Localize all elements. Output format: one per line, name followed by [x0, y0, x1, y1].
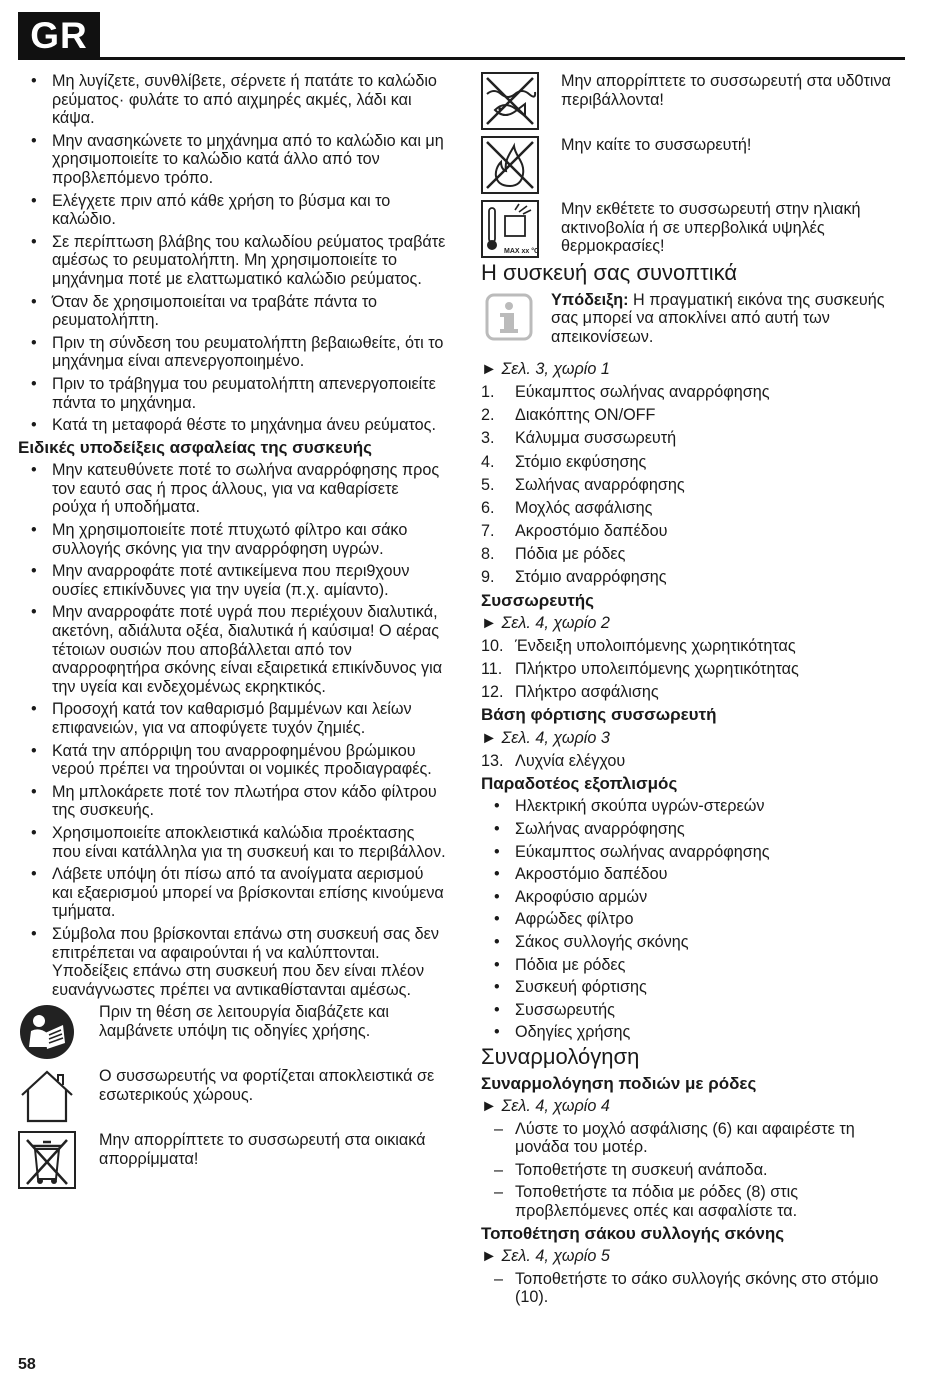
symbol-row: [481, 72, 911, 130]
header-rule: [100, 57, 905, 60]
list-item: • Μην κατευθύνετε ποτέ το σωλήνα αναρρόφησης προς τον εαυτό σας ή προς άλλους, για να καθαρίσετε ρούχα ή υποδήματα.: [18, 461, 446, 517]
list-item: • Συσκευή φόρτισης: [481, 978, 911, 997]
arrow-right-icon: ►: [481, 729, 498, 747]
symbol-text: Μην απορρίπτετε το συσσωρευτή στα υδ0τινα περιβάλλοντα!: [561, 72, 891, 109]
symbol-row: [18, 1131, 446, 1189]
note-text: [551, 291, 911, 347]
house-indoor-icon: [18, 1067, 76, 1125]
list-item: 4. Στόμιο εκφύσησης: [481, 452, 647, 471]
note-body: Η πραγματική εικόνα της συσκευής σας μπορεί να αποκλίνει από αυτή των απεικονίσεων.: [551, 290, 885, 346]
specific-safety-heading: Ειδικές υποδείξεις ασφαλείας της συσκευής: [18, 437, 372, 457]
symbol-text: Μην απορρίπτετε το συσσωρευτή στα οικιακά απορρίμματα!: [99, 1131, 426, 1168]
list-item: • Σύμβολα που βρίσκονται επάνω στη συσκευή σας δεν επιτρέπεται να αφαιρούνται ή να καλύπτονται. Υποδείξεις επάνω στη συσκευή που δεν είναι πλέον ευανάγνωστες πρέπει να αντικαθίστανται αμέσως.: [18, 925, 446, 999]
list-item: • Σάκος συλλογής σκόνης: [481, 933, 911, 952]
no-water-icon: [481, 72, 539, 130]
list-item: • Οδηγίες χρήσης: [481, 1023, 911, 1042]
list-item: • Συσσωρευτής: [481, 1001, 911, 1020]
arrow-right-icon: ►: [481, 614, 498, 633]
list-item: – Τοποθετήστε τα πόδια με ρόδες (8) στις προβλεπόμενες οπές και ασφαλίστε τα.: [481, 1183, 911, 1220]
list-item: • Αφρώδες φίλτρο: [481, 910, 911, 929]
info-icon: [485, 293, 533, 341]
list-item: • Ακροστόμιο δαπέδου: [481, 865, 911, 884]
list-item: • Πριν το τράβηγμα του ρευματολήπτη απενεργοποιείτε πάντα το μηχάνημα.: [18, 375, 446, 412]
symbol-text: Ο συσσωρευτής να φορτίζεται αποκλειστικά σε εσωτερικούς χώρους.: [99, 1067, 435, 1104]
list-item: 9. Στόμιο αναρρόφησης: [481, 568, 667, 587]
max-temperature-icon: [481, 200, 539, 258]
list-item: • Λάβετε υπόψη ότι πίσω από τα ανοίγματα αερισμού και εξαερισμού μπορεί να βρίσκονται επίσης κινούμενα τμήματα.: [18, 865, 446, 921]
device-safety-list: [18, 461, 446, 999]
assembly-title: Συναρμολόγηση: [481, 1043, 640, 1069]
list-item: – Τοποθετήστε το σάκο συλλογής σκόνης στο στόμιο (10).: [481, 1270, 911, 1307]
list-item: 8. Πόδια με ρόδες: [481, 545, 626, 564]
wheels-steps: [481, 1120, 911, 1221]
list-item: 6. Μοχλός ασφάλισης: [481, 498, 653, 517]
list-item: • Σωλήνας αναρρόφησης: [481, 820, 911, 839]
battery-parts-list: [481, 637, 911, 702]
list-item: – Τοποθετήστε τη συσκευή ανάποδα.: [481, 1161, 911, 1180]
right-symbols: [481, 72, 911, 258]
delivery-heading: Παραδοτέος εξοπλισμός: [481, 773, 678, 793]
list-item: • Μη λυγίζετε, συνθλίβετε, σέρνετε ή πατάτε το καλώδιο ρεύματος· φυλάτε το από αιχμηρές ακμές, λάδι και κάψα.: [18, 72, 446, 128]
list-item: 11. Πλήκτρο υπολειπόμενης χωρητικότητας: [481, 660, 799, 679]
parts-list: [481, 383, 911, 587]
symbol-row: [18, 1003, 446, 1061]
arrow-right-icon: ►: [481, 360, 498, 379]
list-item: 3. Κάλυμμα συσσωρευτή: [481, 429, 677, 448]
list-item: 5. Σωλήνας αναρρόφησης: [481, 475, 685, 494]
bag-steps: [481, 1270, 911, 1307]
figure-reference: ► Σελ. 4, χωρίο 2: [481, 614, 610, 633]
list-item: 2. Διακόπτης ON/OFF: [481, 406, 656, 425]
note-box: [481, 291, 911, 347]
overview-title: Η συσκευή σας συνοπτικά: [481, 260, 738, 285]
list-item: • Μην αναρροφάτε ποτέ υγρά που περιέχουν διαλυτικά, ακετόνη, αδιάλυτα οξέα, διαλυτικά ή καύσιμα! Ο αέρας τέτοιων ουσιών που αποβάλλεται από τον αναρροφητήρα σκόνης είναι εξαιρετικά επικίνδυνος για την υγεία και ενδεχομένως εκρηκτικός.: [18, 603, 446, 696]
arrow-right-icon: ►: [481, 1097, 498, 1116]
charger-parts-list: [481, 752, 911, 771]
symbol-row: [481, 200, 911, 258]
list-item: • Μη μπλοκάρετε ποτέ τον πλωτήρα στον κάδο φίλτρου της συσκευής.: [18, 783, 446, 820]
list-item: 10. Ένδειξη υπολοιπόμενης χωρητικότητας: [481, 636, 796, 655]
power-cord-safety-list: [18, 72, 446, 435]
list-item: 13. Λυχνία ελέγχου: [481, 751, 626, 770]
figure-reference: ► Σελ. 4, χωρίο 5: [481, 1247, 610, 1266]
list-item: 12. Πλήκτρο ασφάλισης: [481, 683, 659, 702]
list-item: • Προσοχή κατά τον καθαρισμό βαμμένων και λείων επιφανειών, για να αποφύγετε τυχόν ζημιές.: [18, 700, 446, 737]
bag-heading: Τοποθέτηση σάκου συλλογής σκόνης: [481, 1223, 785, 1243]
language-badge: GR: [18, 12, 100, 60]
list-item: • Κατά τη μεταφορά θέστε το μηχάνημα άνευ ρεύματος.: [18, 416, 446, 435]
figure-reference: ► Σελ. 4, χωρίο 4: [481, 1097, 610, 1116]
wheels-heading: Συναρμολόγηση ποδιών με ρόδες: [481, 1073, 757, 1093]
list-item: • Σε περίπτωση βλάβης του καλωδίου ρεύματος τραβάτε αμέσως το ρευματολήπτη. Μη χρησιμοποιείτε το μηχάνημα ποτέ με ελαττωματικό καλώδιο ρεύματος.: [18, 233, 446, 289]
list-item: – Λύστε το μοχλό ασφάλισης (6) και αφαιρέστε τη μονάδα του μοτέρ.: [481, 1120, 911, 1157]
symbol-row: [18, 1067, 446, 1125]
page-number: 58: [18, 1356, 36, 1373]
list-item: • Πόδια με ρόδες: [481, 956, 911, 975]
list-item: 7. Ακροστόμιο δαπέδου: [481, 522, 668, 541]
list-item: • Ακροφύσιο αρμών: [481, 888, 911, 907]
right-column: [481, 72, 911, 1311]
figure-reference: ► Σελ. 4, χωρίο 3: [481, 729, 610, 747]
list-item: • Κατά την απόρριψη του αναρροφημένου βρώμικου νερού πρέπει να τηρούνται οι νομικές προδιαγραφές.: [18, 742, 446, 779]
list-item: • Εύκαμπτος σωλήνας αναρρόφησης: [481, 843, 911, 862]
list-item: • Ηλεκτρική σκούπα υγρών-στερεών: [481, 797, 911, 816]
charger-heading: Βάση φόρτισης συσσωρευτή: [481, 705, 717, 725]
delivery-list: [481, 797, 911, 1042]
left-symbols: [18, 1003, 446, 1189]
list-item: • Πριν τη σύνδεση του ρευματολήπτη βεβαιωθείτε, ότι το μηχάνημα είναι απενεργοποιημένο.: [18, 334, 446, 371]
list-item: • Μη χρησιμοποιείτε ποτέ πτυχωτό φίλτρο και σάκο συλλογής σκόνης για την αναρρόφηση υγρών.: [18, 521, 446, 558]
no-fire-icon: [481, 136, 539, 194]
read-manual-icon: [18, 1003, 76, 1061]
list-item: • Μην ανασηκώνετε το μηχάνημα από το καλώδιο και μη χρησιμοποιείτε το καλώδιο κατά άλλο από τον προβλεπόμενο τρόπο.: [18, 132, 446, 188]
note-label: Υπόδειξη:: [551, 290, 629, 309]
list-item: • Ελέγχετε πριν από κάθε χρήση το βύσμα και το καλώδιο.: [18, 192, 446, 229]
list-item: • Όταν δε χρησιμοποιείται να τραβάτε πάντα το ρευματολήπτη.: [18, 293, 446, 330]
symbol-text: Πριν τη θέση σε λειτουργία διαβάζετε και λαμβάνετε υπόψη τις οδηγίες χρήσης.: [99, 1003, 390, 1040]
symbol-row: [481, 136, 911, 194]
list-item: • Χρησιμοποιείτε αποκλειστικά καλώδια προέκτασης που είναι κατάλληλα για τη συσκευή και το περιβάλλον.: [18, 824, 446, 861]
max-temperature-label: MAX xx °C: [504, 248, 539, 255]
list-item: 1. Εύκαμπτος σωλήνας αναρρόφησης: [481, 382, 770, 401]
symbol-text: Μην εκθέτετε το συσσωρευτή στην ηλιακή ακτινοβολία ή σε υπερβολικά υψηλές θερμοκρασίες!: [561, 200, 861, 256]
arrow-right-icon: ►: [481, 1247, 498, 1266]
left-column: [18, 72, 446, 1195]
symbol-text: Μην καίτε το συσσωρευτή!: [561, 136, 752, 154]
battery-heading: Συσσωρευτής: [481, 590, 595, 610]
crossed-bin-icon: [18, 1131, 76, 1189]
figure-reference: ► Σελ. 3, χωρίο 1: [481, 360, 610, 379]
list-item: • Μην αναρροφάτε ποτέ αντικείμενα που περι9χουν ουσίες επικίνδυνες για την υγεία (π.χ. αμίαντο).: [18, 562, 446, 599]
